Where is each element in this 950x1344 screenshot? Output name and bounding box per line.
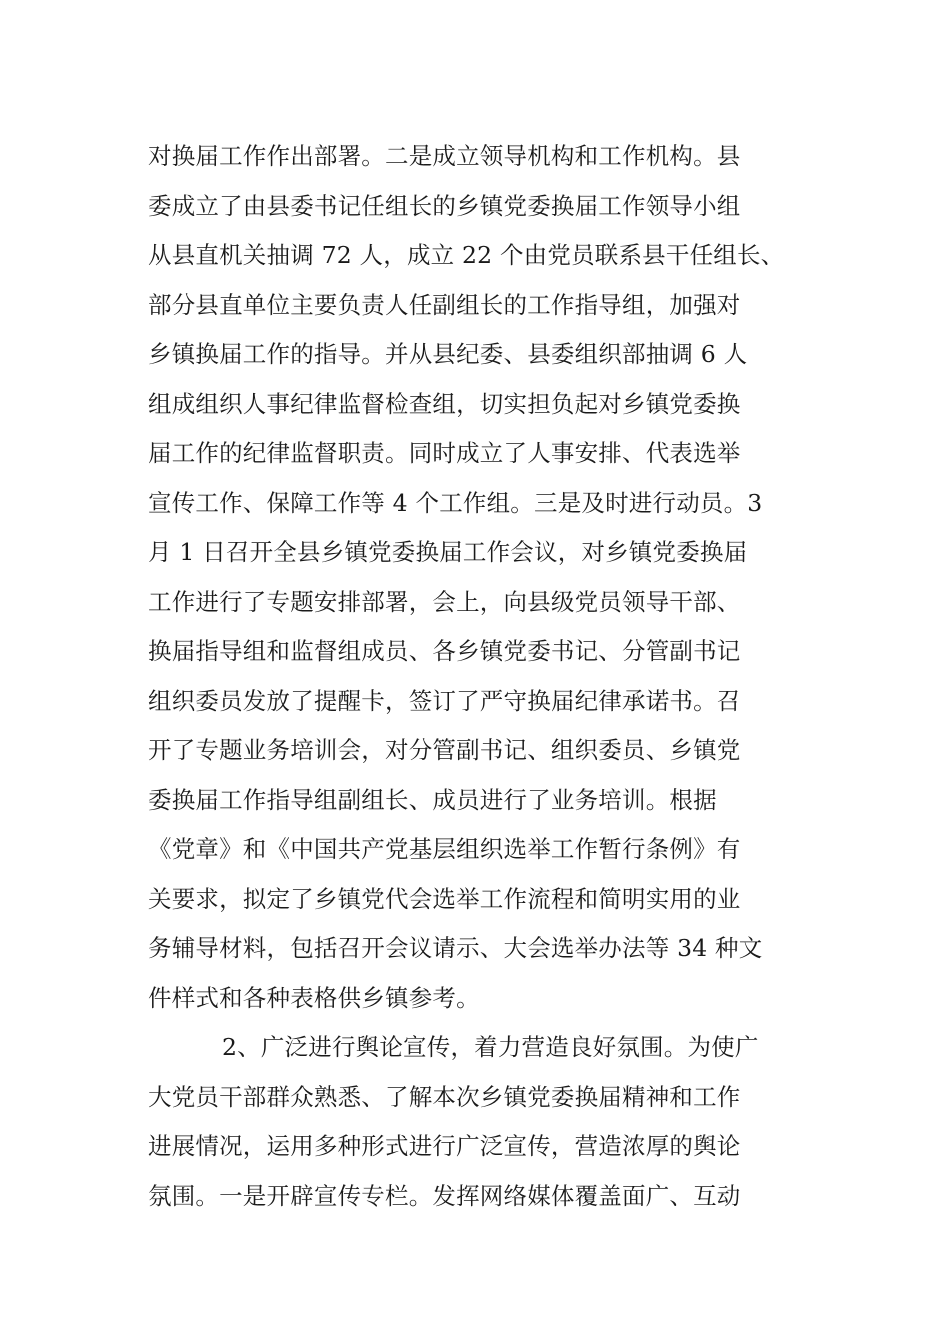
text-line: 《党章》和《中国共产党基层组织选举工作暂行条例》有 — [148, 835, 741, 863]
body-text — [148, 132, 848, 1221]
text-line: 组成组织人事纪律监督检查组，切实担负起对乡镇党委换 — [148, 389, 741, 418]
text-line: 换届指导组和监督组成员、各乡镇党委书记、分管副书记 — [148, 637, 741, 665]
text-line: 组织委员发放了提醒卡，签订了严守换届纪律承诺书。召 — [148, 686, 741, 715]
text-line: 关要求，拟定了乡镇党代会选举工作流程和简明实用的业 — [148, 884, 741, 913]
text-line: 从县直机关抽调 72 人，成立 22 个由党员联系县干任组长、 — [148, 241, 785, 269]
text-line: 月 1 日召开全县乡镇党委换届工作会议，对乡镇党委换届 — [148, 538, 748, 566]
text-line: 大党员干部群众熟悉、了解本次乡镇党委换届精神和工作 — [148, 1082, 741, 1111]
text-line: 工作进行了专题安排部署，会上，向县级党员领导干部、 — [148, 587, 741, 616]
text-line: 宣传工作、保障工作等 4 个工作组。三是及时进行动员。3 — [148, 488, 763, 517]
text-line: 对换届工作作出部署。二是成立领导机构和工作机构。县 — [148, 142, 741, 170]
text-line: 部分县直单位主要负责人任副组长的工作指导组，加强对 — [148, 290, 741, 319]
text-line: 委换届工作指导组副组长、成员进行了业务培训。根据 — [148, 785, 717, 814]
paragraph-start-line: 2、广泛进行舆论宣传，着力营造良好氛围。为使广 — [222, 1033, 759, 1061]
text-line: 氛围。一是开辟宣传专栏。发挥网络媒体覆盖面广、互动 — [148, 1181, 741, 1210]
text-line: 务辅导材料，包括召开会议请示、大会选举办法等 34 种文 — [148, 934, 763, 962]
text-line: 进展情况，运用多种形式进行广泛宣传，营造浓厚的舆论 — [148, 1132, 741, 1160]
text-line: 件样式和各种表格供乡镇参考。 — [148, 983, 480, 1012]
text-line: 乡镇换届工作的指导。并从县纪委、县委组织部抽调 6 人 — [148, 340, 748, 368]
text-line: 开了专题业务培训会，对分管副书记、组织委员、乡镇党 — [148, 736, 741, 764]
text-line: 届工作的纪律监督职责。同时成立了人事安排、代表选举 — [148, 439, 741, 467]
text-line: 委成立了由县委书记任组长的乡镇党委换届工作领导小组 — [148, 191, 741, 220]
